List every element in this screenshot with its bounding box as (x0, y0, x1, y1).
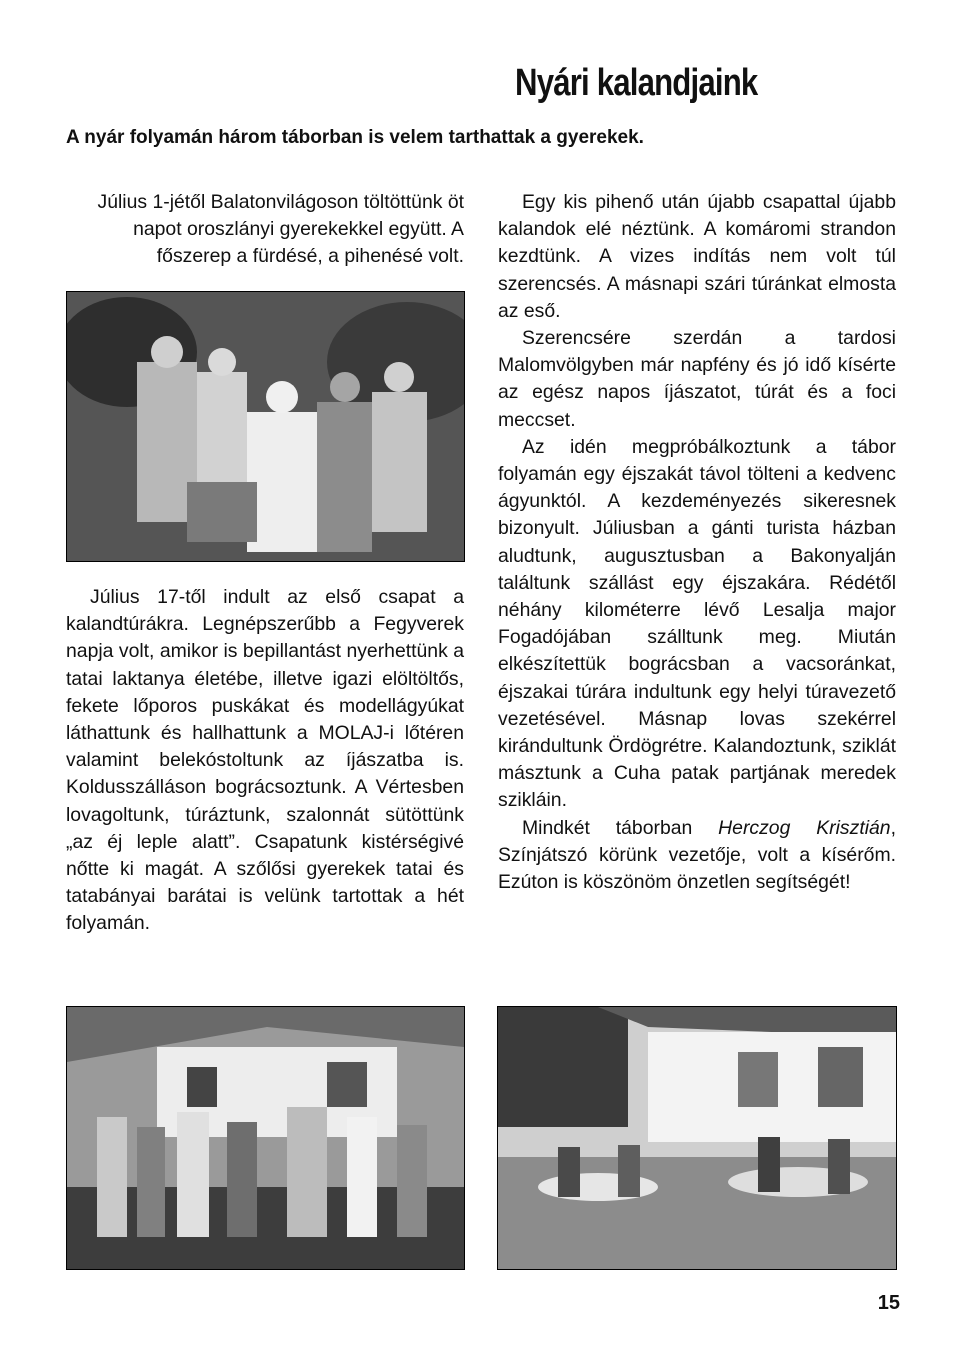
left-column-adventure (66, 584, 464, 938)
thanks-text-start: Mindkét táborban (522, 816, 719, 839)
leader-name: Herczog Krisztián (718, 816, 891, 839)
photo-group-children-forest (66, 291, 465, 562)
paragraph-kalandtura: Július 17-től indult az első csapat a kalandtúrákra. Legnépszerűbb a Fegyverek napja volt, amikor is bepillantást nyerhettünk a tatai laktanya életébe, illetve igazi elöltöltős, fekete lőporos puskákat és modellágyúkat láthattunk és hallhattunk a MOLAJ-i lőtéren valamint belekóstoltunk az íjászatba is. Koldusszálláson bográcsoztunk. A Vértesben lovagoltunk, túráztunk, szalonnát sütöttünk „az éj leple alatt”. Csapatunk kistérségivé nőtte ki magát. A szőlősi gyerekek tatai és tatabányai barátai is velünk tartottak a hét folyamán. (66, 586, 464, 935)
paragraph-balatonvilagos: Július 1-jétől Balatonvilágoson töltöttünk öt napot oroszlányi gyerekekkel együtt. A főszerep a fürdésé, a pihenésé volt. (97, 191, 464, 268)
paragraph-ejszaka: Az idén megpróbálkoztunk a tábor folyamán egy éjszakát távol tölteni a kedvenc ágyunktól. A kezdeményezés sikeresnek bizonyult. Júliusban a gánti turista házban aludtunk, augusztusban a Bakonyalján találtunk szállást egy éjszakára. Rédétől néhány kilométerre lévő Lesalja major Fogadójában szálltunk meg. Miután elkészítettük bográcsban a vacsoránkat, éjszakai túrára indultunk egy helyi túravezető vezetésével. Másnap lovas szekérrel kirándultunk Ördögrétre. Kalandoztunk, sziklát másztunk a Cuha patak partjának meredek szikláin. (498, 435, 896, 812)
photo-children-courtyard (66, 1006, 465, 1270)
thanks-text-end: , Színjátszó körünk vezetője, volt a kísérőm. Ezúton is köszönöm önzetlen segítségét! (498, 816, 896, 894)
photo-dinner-terrace (497, 1006, 897, 1270)
article-title: Nyári kalandjaink (515, 62, 758, 104)
paragraph-koszonet (498, 815, 896, 897)
paragraph-malomvolgy: Szerencsére szerdán a tardosi Malomvölgyben már napfény és jó idő kísérte az egész napos íjászatot, túrát és a foci meccset. (498, 327, 896, 431)
left-column-intro (66, 189, 464, 271)
page-number: 15 (877, 1292, 900, 1314)
article-lead: A nyár folyamán három táborban is velem tarthattak a gyerekek. (66, 127, 644, 148)
paragraph-komarom: Egy kis pihenő után újabb csapattal újabb kalandok elé néztünk. A komáromi strandon kezdtünk. A vizes indítás nem volt túl szerencsés. A másnapi szári túránkat elmosta az eső. (498, 191, 896, 322)
right-column (498, 189, 896, 896)
